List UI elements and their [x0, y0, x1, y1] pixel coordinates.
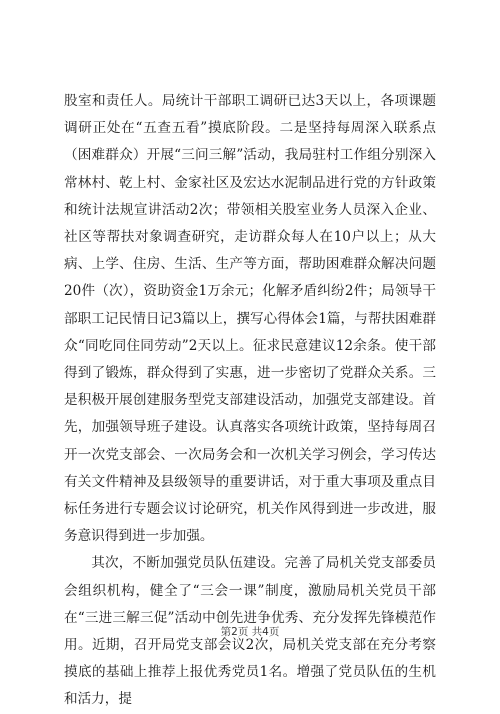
page-number-footer: 第2页 共4页 — [220, 626, 280, 638]
paragraph-2: 其次，不断加强党员队伍建设。完善了局机关党支部委员会组织机构，健全了“三会一课”制度，激励局机关党员干部在“三进三解三促”活动中创先进争优秀、充分发挥先锋模范作用。近期，召开局党支部会议2次，局机关党支部在充分考察摸底的基础上推荐上报优秀党员1名。增强了党员队伍的生机和活力，提 — [64, 555, 436, 708]
paragraph-1: 股室和责任人。局统计干部职工调研已达3天以上，各项课题调研正处在“五查五看”摸底阶段。二是坚持每周深入联系点（困难群众）开展“三问三解”活动，我局驻村工作组分别深入常林村、乾上村、金家社区及宏达水泥制品进行党的方针政策和统计法规宣讲活动2次；带领相关股室业务人员深入企业、社区等帮扶对象调查研究，走访群众每人在10户以上；从大病、上学、住房、生活、生产等方面，帮助困难群众解决问题20件（次），资助资金1万余元；化解矛盾纠纷2件；局领导干部职工记民情日记3篇以上，撰写心得体会1篇，与帮扶困难群众“同吃同住同劳动”2天以上。征求民意建议12余条。使干部得到了锻炼，群众得到了实惠，进一步密切了党群众关系。三是积极开展创建服务型党支部建设活动，加强党支部建设。首先，加强领导班子建设。认真落实各项统计政策，坚持每周召开一次党支部会、一次局务会和一次机关学习例会，学习传达有关文件精神及县级领导的重要讲话，对于重大事项及重点目标任务进行专题会议讨论研究，机关作风得到进一步改进，服务意识得到进一步加强。 — [64, 93, 436, 545]
document-body — [64, 88, 436, 714]
